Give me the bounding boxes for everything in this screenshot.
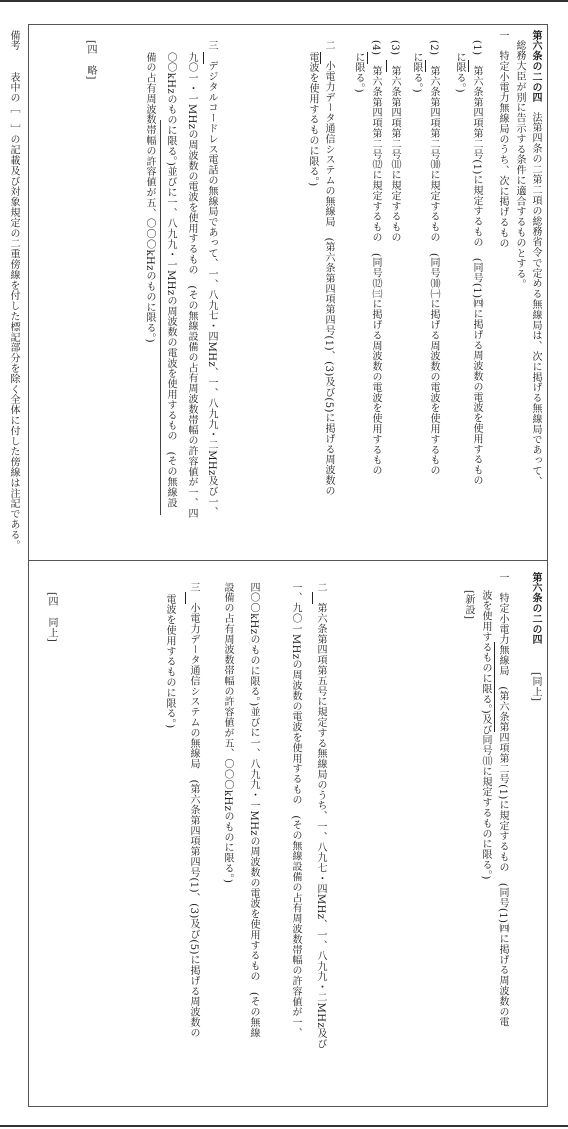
right-line-11: 電波を使用するものに限る。) [307,52,318,187]
left-line-3: [新設] [463,590,474,620]
left-line-9: 電波を使用するものに限る。) [164,594,175,729]
right-line-7: (3) 第六条第四項第二号⑾に規定するもの [389,40,400,243]
right-line-8: (4) 第六条第四項第二号⑿に規定するもの (同号⑿㈢に掲げる周波数の電波を使用するもの [370,40,381,476]
right-line-3: (1) 第六条第四項第二号(1)に規定するもの (同号(1)㈣に掲げる周波数の電波を使用するもの [471,40,482,486]
right-line-10: 二 小電力データ通信システムの無線局 (第六条第四項第四号(1)、(3)及び(5)に掲げる周波数の [323,40,334,496]
left-article-heading: 第六条の二の四 [530,572,541,645]
left-line-8: 三 小電力データ通信システムの無線局 (第六条第四項第四号(1)、(3)及び(5)に掲げる周波数の [188,582,199,1038]
left-line-7: 設備の占有周波数帯幅の許容値が五、〇〇〇kHzのものに限る。) [222,582,233,884]
marker-new-ni [312,592,313,604]
right-line-2: 一 特定小電力無線局のうち、次に掲げるもの [497,30,508,249]
marker-item-2 [425,60,426,72]
right-article-heading: 第六条の二の四 [530,30,541,103]
right-line-12: 三 デジタルコードレス電話の無線局であって、一、八九七・四MHz、一、八九九・二MHz及び一、 [206,40,217,518]
right-line-6: に限る。) [411,52,422,93]
table-top-rule [28,24,548,25]
left-line-10: [四 同上] [46,592,57,643]
left-line-0: [同上] [530,672,541,702]
marker-item-san [203,52,204,64]
top-border [0,0,568,2]
marker-item-3 [386,60,387,72]
left-line-1: 一 特定小電力無線局 (第六条第四項第二号(1)に規定するもの (同号(1)㈣に掲げる周波数の電 [497,572,508,1028]
marker-new-1 [494,642,495,732]
right-line-16: [四 略] [85,40,96,80]
right-line-4: に限る。) [454,52,465,93]
section-divider [28,560,548,561]
marker-new-san [185,592,186,604]
left-line-2: 波を使用するものに限る。)及び同号⑾に規定するものに限る。) [480,590,491,880]
left-line-5: 一、九〇一MHzの周波数の電波を使用するもの (その無線設備の占有周波数帯幅の許容値が一、 [290,582,301,1039]
remarks-label: 備考 [8,30,19,51]
left-line-6: 四〇〇kHzのものに限る。)並びに一、八九九・一MHzの周波数の電波を使用するもの (その無線 [248,582,259,1038]
marker-item-ni [320,52,321,64]
table-right-rule [547,24,548,1107]
bottom-border [0,1125,568,1127]
right-line-13: 九〇一・一MHzの周波数の電波を使用するもの (その無線設備の占有周波数帯幅の許容値が一、四 [186,52,197,519]
table-bottom-rule [28,1106,548,1107]
marker-item-1 [468,60,469,72]
right-line-5: (2) 第六条第四項第二号⑽に規定するもの (同号⑽㈠に掲げる周波数の電波を使用するもの [428,40,439,476]
right-line-0: 法第四条の二第二項の総務省令で定める無線局は、次に掲げる無線局であって、 [530,112,541,487]
marker-item-4 [367,52,368,64]
remarks-text: 表中の［ ］の記載及び対象規定の二重傍線を付した標記部分を除く全体に付した傍線は注記である。 [8,72,19,551]
upper-underline [160,120,161,515]
right-line-14: 〇〇kHzのものに限る。)並びに一、八九九・一MHzの周波数の電波を使用するもの (その無線設 [165,52,176,508]
right-line-15: 備の占有周波数帯幅の許容値が五、〇〇〇kHzのものに限る。) [144,52,155,343]
right-line-9: に限る。) [353,52,364,93]
left-line-4: 二 第六条第四項第五号に規定する無線局のうち、一、八九七・四MHz、一、八九九・二MHz及び [315,582,326,1049]
right-line-1: 総務大臣が別に告示する条件に適合するものとする。 [514,40,525,290]
table-left-rule [28,24,29,1107]
